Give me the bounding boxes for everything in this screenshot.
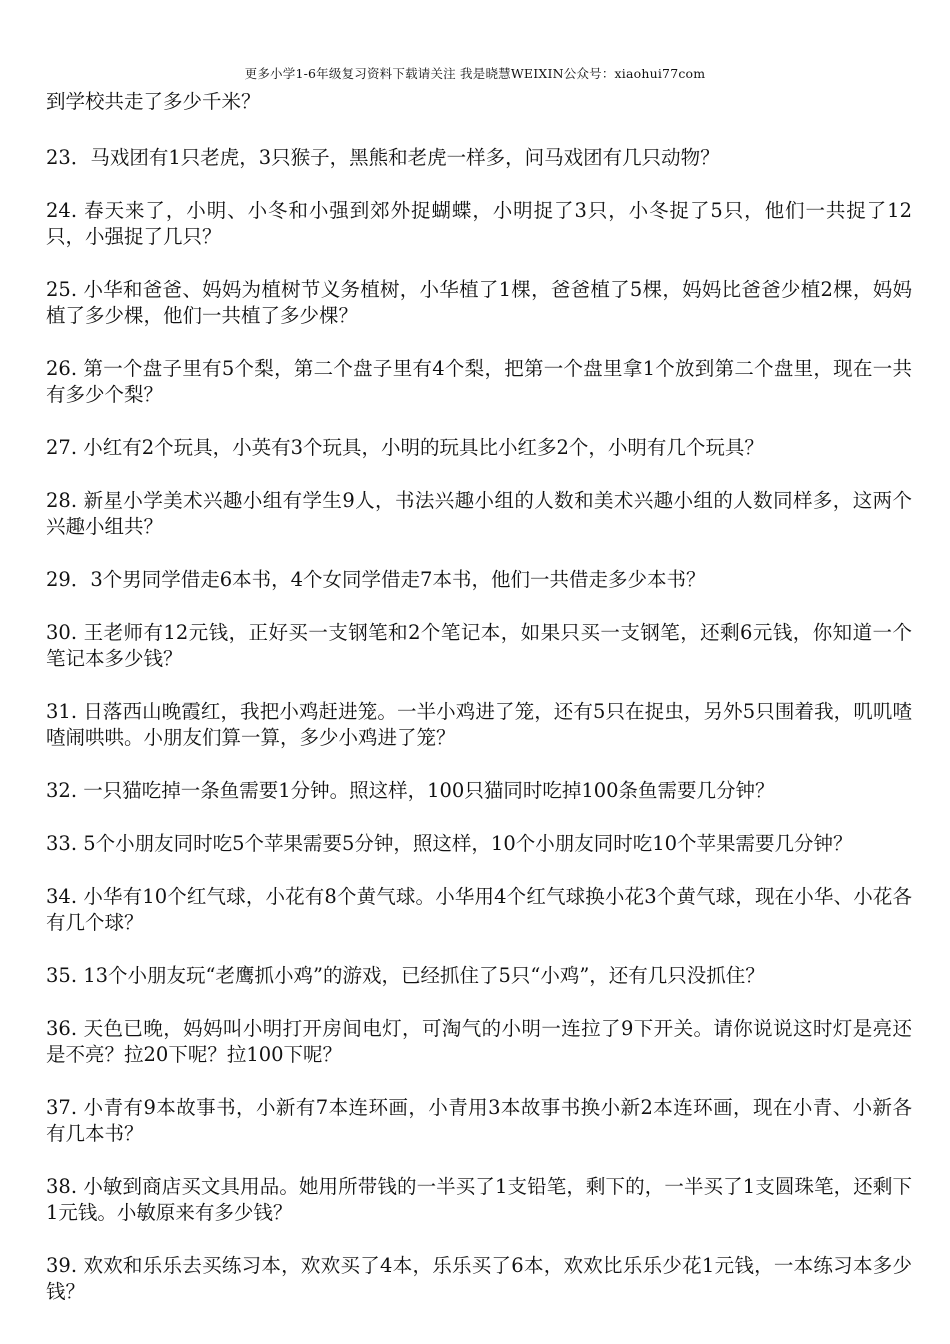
paragraph-continued: 到学校共走了多少千米？ <box>46 90 261 113</box>
question-27: 27. 小红有2个玩具，小英有3个玩具，小明的玩具比小红多2个，小明有几个玩具？ <box>46 436 764 459</box>
question-29: 29．3个男同学借走6本书，4个女同学借走7本书，他们一共借走多少本书？ <box>46 568 706 591</box>
question-23: 23．马戏团有1只老虎，3只猴子，黑熊和老虎一样多，问马戏团有几只动物？ <box>46 146 720 169</box>
question-24: 24. 春天来了，小明、小冬和小强到郊外捉蝴蝶，小明捉了3只，小冬捉了5只，他们一共捉了12只，小强捉了几只？ <box>46 199 912 248</box>
page-header: 更多小学1-6年级复习资料下载请关注 我是晓慧WEIXIN公众号：xiaohui77com <box>244 66 706 81</box>
question-35: 35. 13个小朋友玩“老鹰抓小鸡”的游戏，已经抓住了5只“小鸡”，还有几只没抓住？ <box>46 964 765 987</box>
question-28: 28. 新星小学美术兴趣小组有学生9人，书法兴趣小组的人数和美术兴趣小组的人数同样多，这两个兴趣小组共？ <box>46 489 912 538</box>
question-33: 33. 5个小朋友同时吃5个苹果需要5分钟，照这样，10个小朋友同时吃10个苹果需要几分钟？ <box>46 832 853 855</box>
question-37: 37. 小青有9本故事书，小新有7本连环画，小青用3本故事书换小新2本连环画，现在小青、小新各有几本书？ <box>46 1096 912 1145</box>
question-25: 25. 小华和爸爸、妈妈为植树节义务植树，小华植了1棵，爸爸植了5棵，妈妈比爸爸少植2棵，妈妈植了多少棵，他们一共植了多少棵？ <box>46 278 912 327</box>
question-32: 32. 一只猫吃掉一条鱼需要1分钟。照这样，100只猫同时吃掉100条鱼需要几分钟？ <box>46 779 775 802</box>
document-body <box>46 89 912 1332</box>
question-36: 36. 天色已晚，妈妈叫小明打开房间电灯，可淘气的小明一连拉了9下开关。请你说说这时灯是亮还是不亮？拉20下呢？拉100下呢？ <box>46 1017 912 1066</box>
question-34: 34. 小华有10个红气球，小花有8个黄气球。小华用4个红气球换小花3个黄气球，现在小华、小花各有几个球？ <box>46 885 912 934</box>
question-26: 26. 第一个盘子里有5个梨，第二个盘子里有4个梨，把第一个盘里拿1个放到第二个盘里，现在一共有多少个梨？ <box>46 357 912 406</box>
question-31: 31. 日落西山晚霞红，我把小鸡赶进笼。一半小鸡进了笼，还有5只在捉虫，另外5只围着我，叽叽喳喳闹哄哄。小朋友们算一算，多少小鸡进了笼？ <box>46 700 912 749</box>
question-30: 30. 王老师有12元钱，正好买一支钢笔和2个笔记本，如果只买一支钢笔，还剩6元钱，你知道一个笔记本多少钱？ <box>46 621 912 670</box>
question-39: 39. 欢欢和乐乐去买练习本，欢欢买了4本，乐乐买了6本，欢欢比乐乐少花1元钱，一本练习本多少钱？ <box>46 1254 912 1303</box>
question-38: 38. 小敏到商店买文具用品。她用所带钱的一半买了1支铅笔，剩下的，一半买了1支圆珠笔，还剩下1元钱。小敏原来有多少钱？ <box>46 1175 912 1224</box>
